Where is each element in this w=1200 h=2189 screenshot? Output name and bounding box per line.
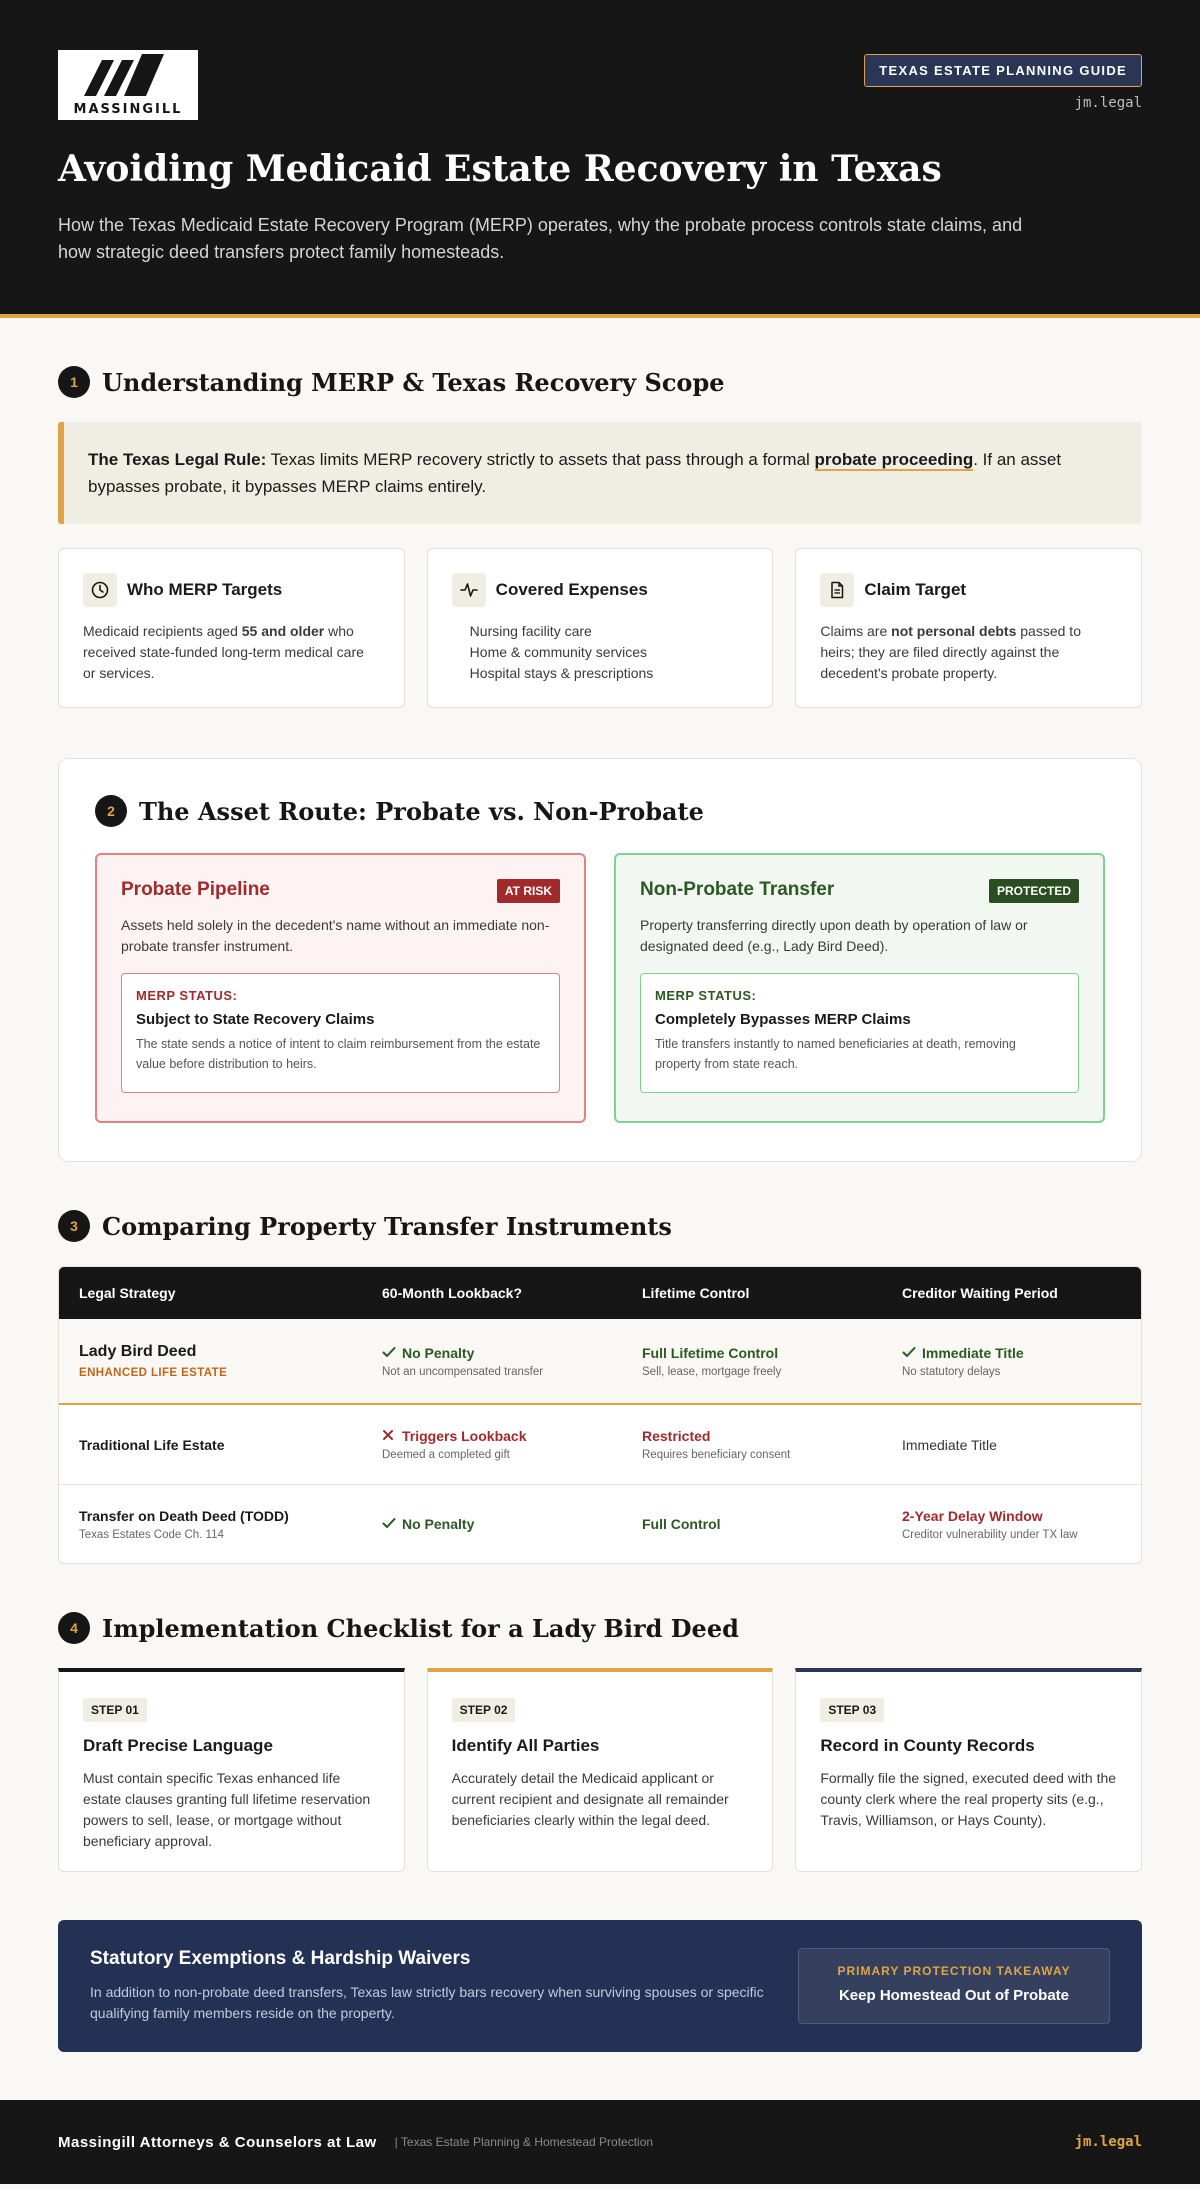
section-implementation-checklist (58, 1612, 1142, 1872)
route-title: Non-Probate Transfer (640, 879, 835, 900)
card-title: Covered Expenses (495, 580, 648, 599)
route-description: Assets held solely in the decedent's name without an immediate non-probate transfer instrument. (121, 917, 550, 954)
exemptions-banner (58, 1920, 1142, 2052)
takeaway-text: Keep Homestead Out of Probate (838, 1987, 1070, 2004)
takeaway-box (798, 1948, 1110, 2024)
table-header (59, 1267, 1141, 1319)
column-header: Legal Strategy (79, 1285, 176, 1301)
checkmark-icon (382, 1345, 396, 1361)
section-header (58, 366, 1142, 398)
info-cards (58, 548, 1142, 708)
step-number-tag: STEP 01 (83, 1698, 147, 1722)
lookback-value: No Penalty (402, 1516, 475, 1532)
list-item: Home & community services (469, 644, 648, 660)
at-risk-badge: AT RISK (497, 879, 560, 903)
status-label: MERP STATUS: (655, 988, 757, 1003)
banner-title: Statutory Exemptions & Hardship Waivers (90, 1948, 471, 1969)
route-title: Probate Pipeline (121, 879, 270, 900)
route-description: Property transferring directly upon death by operation of law or designated deed (e.g., Lady Bird Deed). (640, 917, 1028, 954)
step-number-tag: STEP 03 (820, 1698, 884, 1722)
card-who-merp-targets (58, 548, 405, 708)
section-number: 2 (95, 795, 127, 827)
card-claim-target (795, 548, 1142, 708)
card-text: Claims are not personal debts passed to heirs; they are filed directly against the decedent's probate property. (820, 623, 1081, 681)
logo-mark-icon (58, 50, 198, 102)
step-card (58, 1668, 405, 1872)
section-header (58, 1210, 1142, 1242)
section-asset-route (58, 758, 1142, 1162)
legal-rule-callout (58, 422, 1142, 524)
x-mark-icon (382, 1428, 396, 1444)
strategy-subtitle: ENHANCED LIFE ESTATE (79, 1367, 228, 1379)
main-content (0, 366, 1200, 2052)
logo-wordmark: MASSINGILL (73, 102, 183, 117)
waiting-value: Immediate Title (922, 1344, 1024, 1361)
footer-firm-name: Massingill Attorneys & Counselors at Law (58, 2133, 377, 2151)
rule-emphasis: probate proceeding (814, 450, 974, 469)
strategy-name: Lady Bird Deed (79, 1343, 197, 1360)
control-note: Sell, lease, mortgage freely (642, 1365, 782, 1378)
step-card (795, 1668, 1142, 1872)
step-title: Identify All Parties (451, 1736, 600, 1755)
header-domain: jm.legal (1074, 95, 1142, 111)
lookback-note: Not an uncompensated transfer (382, 1365, 544, 1378)
section-title: Understanding MERP & Texas Recovery Scope (102, 367, 725, 397)
control-value: Restricted (642, 1428, 711, 1444)
page-header (0, 0, 1200, 318)
protected-badge: PROTECTED (989, 879, 1079, 903)
waiting-value: 2-Year Delay Window (902, 1507, 1043, 1524)
rule-label: The Texas Legal Rule: (88, 450, 267, 469)
clock-icon (83, 573, 117, 607)
merp-status-box (640, 973, 1079, 1093)
control-note: Requires beneficiary consent (642, 1449, 791, 1461)
rule-text-end: . If an asset bypasses probate, it bypasses MERP claims entirely. (88, 450, 1062, 497)
strategy-name: Transfer on Death Deed (TODD) (79, 1507, 289, 1524)
merp-status-box (121, 973, 560, 1093)
page-title: Avoiding Medicaid Estate Recovery in Texas (58, 148, 942, 190)
section-number: 4 (58, 1612, 90, 1644)
pulse-icon (452, 573, 486, 607)
section-merp-scope (58, 366, 1142, 708)
section-header (58, 1612, 1142, 1644)
section-title: The Asset Route: Probate vs. Non-Probate (139, 796, 704, 826)
checklist-steps (58, 1668, 1142, 1872)
status-title: Completely Bypasses MERP Claims (655, 1011, 911, 1028)
checkmark-icon (382, 1516, 396, 1532)
section-number: 1 (58, 366, 90, 398)
waiting-note: No statutory delays (902, 1365, 1001, 1378)
route-comparison (95, 853, 1105, 1123)
table-row (59, 1405, 1141, 1485)
document-icon (820, 573, 854, 607)
step-text: Must contain specific Texas enhanced life estate clauses granting full lifetime reservation powers to sell, lease, or mortgage without beneficiary approval. (83, 1770, 371, 1849)
strategy-name: Traditional Life Estate (79, 1436, 225, 1453)
lookback-value: No Penalty (402, 1344, 475, 1361)
guide-badge: TEXAS ESTATE PLANNING GUIDE (864, 54, 1142, 87)
takeaway-label: PRIMARY PROTECTION TAKEAWAY (837, 1964, 1071, 1978)
step-text: Accurately detail the Medicaid applicant or current recipient and designate all remainder beneficiaries clearly within the legal deed. (451, 1770, 729, 1828)
section-title: Implementation Checklist for a Lady Bird Deed (102, 1613, 739, 1643)
status-description: Title transfers instantly to named beneficiaries at death, removing property from state reach. (655, 1037, 1016, 1071)
footer-domain-link[interactable]: jm.legal (1074, 2134, 1142, 2150)
non-probate-transfer-card (614, 853, 1105, 1123)
status-title: Subject to State Recovery Claims (136, 1011, 375, 1028)
comparison-table (58, 1266, 1142, 1564)
status-description: The state sends a notice of intent to claim reimbursement from the estate value before distribution to heirs. (136, 1037, 541, 1071)
control-value: Full Control (642, 1516, 721, 1532)
lookback-value: Triggers Lookback (402, 1428, 527, 1444)
section-comparison-table (58, 1210, 1142, 1564)
massingill-logo (58, 50, 198, 120)
table-row (59, 1485, 1141, 1563)
step-card (427, 1668, 774, 1872)
strategy-subtitle: Texas Estates Code Ch. 114 (79, 1528, 224, 1541)
card-covered-expenses (427, 548, 774, 708)
control-value: Full Lifetime Control (642, 1344, 779, 1361)
waiting-note: Creditor vulnerability under TX law (902, 1528, 1078, 1541)
expense-list (452, 621, 749, 684)
step-title: Draft Precise Language (83, 1736, 273, 1755)
rule-text: Texas limits MERP recovery strictly to assets that pass through a formal (266, 450, 815, 469)
probate-pipeline-card (95, 853, 586, 1123)
section-title: Comparing Property Transfer Instruments (102, 1211, 672, 1241)
section-number: 3 (58, 1210, 90, 1242)
lookback-note: Deemed a completed gift (382, 1449, 510, 1461)
list-item: Hospital stays & prescriptions (469, 665, 654, 681)
step-number-tag: STEP 02 (452, 1698, 516, 1722)
waiting-value: Immediate Title (902, 1436, 997, 1453)
step-text: Formally file the signed, executed deed with the county clerk where the real property sits (e.g., Travis, Williamson, or Hays County). (820, 1770, 1117, 1828)
banner-text: In addition to non-probate deed transfers, Texas law strictly bars recovery when surviving spouses or specific qualifying family members reside on the property. (90, 1984, 764, 2021)
status-label: MERP STATUS: (136, 988, 238, 1003)
footer-tagline: | Texas Estate Planning & Homestead Protection (394, 2135, 654, 2149)
card-text: Medicaid recipients aged 55 and older who received state-funded long-term medical care or services. (83, 623, 364, 681)
section-header (95, 795, 1105, 827)
card-title: Claim Target (864, 580, 967, 599)
page-subtitle: How the Texas Medicaid Estate Recovery Program (MERP) operates, why the probate process controls state claims, and how strategic deed transfers protect family homesteads. (58, 215, 1023, 262)
table-row (59, 1319, 1141, 1405)
step-title: Record in County Records (820, 1736, 1035, 1755)
checkmark-icon (902, 1345, 916, 1361)
column-header: 60-Month Lookback? (382, 1285, 523, 1301)
column-header: Lifetime Control (642, 1285, 750, 1301)
page-footer (0, 2100, 1200, 2184)
list-item: Nursing facility care (469, 623, 592, 639)
column-header: Creditor Waiting Period (902, 1285, 1058, 1301)
card-title: Who MERP Targets (127, 580, 283, 599)
